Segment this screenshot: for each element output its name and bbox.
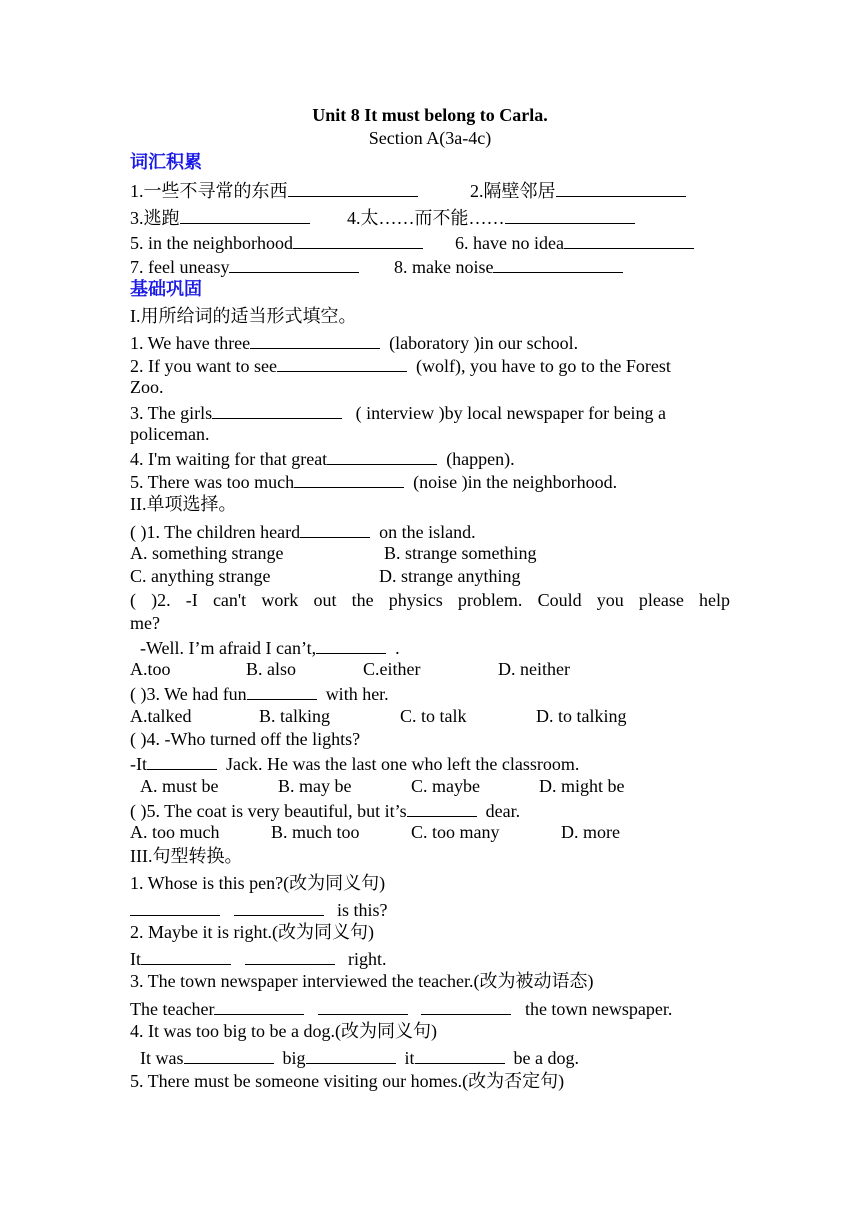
option-a[interactable]: A.too <box>130 659 171 679</box>
part2-title: II.单项选择。 <box>130 494 237 514</box>
question-text: The teacher <box>130 999 215 1019</box>
answer-blank[interactable] <box>421 996 511 1015</box>
vocab-item: 6. have no idea <box>455 233 564 253</box>
answer-blank[interactable] <box>212 400 342 419</box>
answer-blank[interactable] <box>229 254 359 273</box>
option-b[interactable]: B. may be <box>278 776 352 796</box>
part2-q4-cont <box>130 751 579 776</box>
answer-blank[interactable] <box>234 897 324 916</box>
question-text: ( )1. The children heard <box>130 522 301 542</box>
vocab-row-3b <box>455 230 694 255</box>
part3-q3: 3. The town newspaper interviewed the teacher.(改为被动语态) <box>130 971 594 991</box>
answer-blank[interactable] <box>141 946 231 965</box>
vocab-row-1 <box>130 178 418 203</box>
option-a[interactable]: A.talked <box>130 706 192 726</box>
question-text: it <box>404 1048 415 1068</box>
option-b[interactable]: B. also <box>246 659 297 679</box>
option-c[interactable]: C. to talk <box>400 706 467 726</box>
part3-q3-answer <box>130 996 672 1021</box>
vocab-item: 1.一些不寻常的东西 <box>130 181 288 201</box>
answer-blank[interactable] <box>277 353 407 372</box>
question-text: 4. I'm waiting for that great <box>130 449 328 469</box>
part2-q3 <box>130 681 389 706</box>
answer-blank[interactable] <box>147 751 217 770</box>
vocab-row-1b <box>470 178 686 203</box>
vocab-item: 5. in the neighborhood <box>130 233 293 253</box>
question-text: ( interview )by local newspaper for being a <box>355 403 667 423</box>
answer-blank[interactable] <box>180 205 310 224</box>
answer-blank[interactable] <box>306 1045 396 1064</box>
page-title: Unit 8 It must belong to Carla. <box>312 105 548 125</box>
question-text: dear. <box>485 801 521 821</box>
basics-heading: 基础巩固 <box>130 279 202 300</box>
part2-q4: ( )4. -Who turned off the lights? <box>130 729 361 749</box>
vocab-item: 8. make noise <box>394 257 494 277</box>
answer-blank[interactable] <box>294 469 404 488</box>
option-a[interactable]: A. too much <box>130 822 220 842</box>
option-a[interactable]: A. must be <box>140 776 219 796</box>
part2-q5 <box>130 798 520 823</box>
question-text: with her. <box>325 684 389 704</box>
part3-q1: 1. Whose is this pen?(改为同义句) <box>130 873 386 893</box>
option-d[interactable]: D. to talking <box>536 706 627 726</box>
option-b[interactable]: B. talking <box>259 706 330 726</box>
part2-q2: ( )2. -I can't work out the physics problem. Could you please help <box>130 590 730 610</box>
answer-blank[interactable] <box>327 446 437 465</box>
part1-q1 <box>130 330 578 355</box>
question-text: It <box>130 949 141 969</box>
vocab-row-2b <box>347 205 635 230</box>
question-text: Jack. He was the last one who left the classroom. <box>226 754 580 774</box>
part1-q4 <box>130 446 515 471</box>
question-text: (noise )in the neighborhood. <box>413 472 618 492</box>
question-text: 3. The girls <box>130 403 213 423</box>
vocab-item: 2.隔壁邻居 <box>470 181 556 201</box>
part3-q1-answer <box>130 897 388 922</box>
vocab-row-4b <box>394 254 623 279</box>
option-d[interactable]: D. might be <box>539 776 625 796</box>
question-text: 2. If you want to see <box>130 356 277 376</box>
answer-blank[interactable] <box>214 996 304 1015</box>
answer-blank[interactable] <box>564 230 694 249</box>
answer-blank[interactable] <box>184 1045 274 1064</box>
option-a[interactable]: A. something strange <box>130 543 284 563</box>
vocab-item: 4.太……而不能…… <box>347 208 505 228</box>
answer-blank[interactable] <box>505 205 635 224</box>
answer-blank[interactable] <box>415 1045 505 1064</box>
vocab-item: 3.逃跑 <box>130 208 180 228</box>
option-d[interactable]: D. more <box>561 822 620 842</box>
vocab-heading: 词汇积累 <box>130 152 202 173</box>
question-text: It was <box>140 1048 184 1068</box>
question-text: -It <box>130 754 147 774</box>
answer-blank[interactable] <box>247 681 317 700</box>
part3-q2-answer <box>130 946 387 971</box>
vocab-row-2 <box>130 205 310 230</box>
question-text: -Well. I’m afraid I can’t, <box>140 638 317 658</box>
option-c[interactable]: C. too many <box>411 822 500 842</box>
question-text: 5. There was too much <box>130 472 295 492</box>
option-b[interactable]: B. strange something <box>384 543 537 563</box>
option-c[interactable]: C. maybe <box>411 776 480 796</box>
part3-q2: 2. Maybe it is right.(改为同义句) <box>130 922 374 942</box>
option-c[interactable]: C. anything strange <box>130 566 271 586</box>
part1-q3 <box>130 400 666 425</box>
question-text: (wolf), you have to go to the Forest <box>415 356 671 376</box>
part3-q4: 4. It was too big to be a dog.(改为同义句) <box>130 1021 437 1041</box>
answer-blank[interactable] <box>318 996 408 1015</box>
question-text: the town newspaper. <box>524 999 673 1019</box>
answer-blank[interactable] <box>556 178 686 197</box>
part1-title: I.用所给词的适当形式填空。 <box>130 306 357 326</box>
part1-q5 <box>130 469 617 494</box>
vocab-item: 7. feel uneasy <box>130 257 230 277</box>
part3-title: III.句型转换。 <box>130 846 243 866</box>
option-c[interactable]: C.either <box>363 659 421 679</box>
answer-blank[interactable] <box>293 230 423 249</box>
answer-blank[interactable] <box>300 519 370 538</box>
question-text: . <box>395 638 400 658</box>
part3-q5: 5. There must be someone visiting our homes.(改为否定句) <box>130 1071 565 1091</box>
question-text: is this? <box>337 900 388 920</box>
option-b[interactable]: B. much too <box>271 822 360 842</box>
part1-q2 <box>130 353 671 378</box>
question-text: 1. We have three <box>130 333 251 353</box>
answer-blank[interactable] <box>288 178 418 197</box>
question-text: big <box>282 1048 306 1068</box>
option-d[interactable]: D. neither <box>498 659 570 679</box>
answer-blank[interactable] <box>316 635 386 654</box>
part2-q2-cont: me? <box>130 613 160 633</box>
question-text: (happen). <box>446 449 515 469</box>
vocab-row-3 <box>130 230 423 255</box>
answer-blank[interactable] <box>130 897 220 916</box>
question-text: ( )5. The coat is very beautiful, but it’s <box>130 801 407 821</box>
answer-blank[interactable] <box>493 254 623 273</box>
part2-q1 <box>130 519 476 544</box>
part1-q2-cont: Zoo. <box>130 377 164 397</box>
part2-q2-reply <box>140 635 400 660</box>
part1-q3-cont: policeman. <box>130 424 210 444</box>
option-d[interactable]: D. strange anything <box>379 566 521 586</box>
question-text: on the island. <box>379 522 476 542</box>
question-text: be a dog. <box>513 1048 580 1068</box>
page-subtitle: Section A(3a-4c) <box>368 128 492 148</box>
question-text: (laboratory )in our school. <box>389 333 579 353</box>
vocab-row-4 <box>130 254 359 279</box>
answer-blank[interactable] <box>245 946 335 965</box>
question-text: ( )3. We had fun <box>130 684 247 704</box>
question-text: right. <box>348 949 387 969</box>
answer-blank[interactable] <box>407 798 477 817</box>
part3-q4-answer <box>140 1045 579 1070</box>
answer-blank[interactable] <box>250 330 380 349</box>
